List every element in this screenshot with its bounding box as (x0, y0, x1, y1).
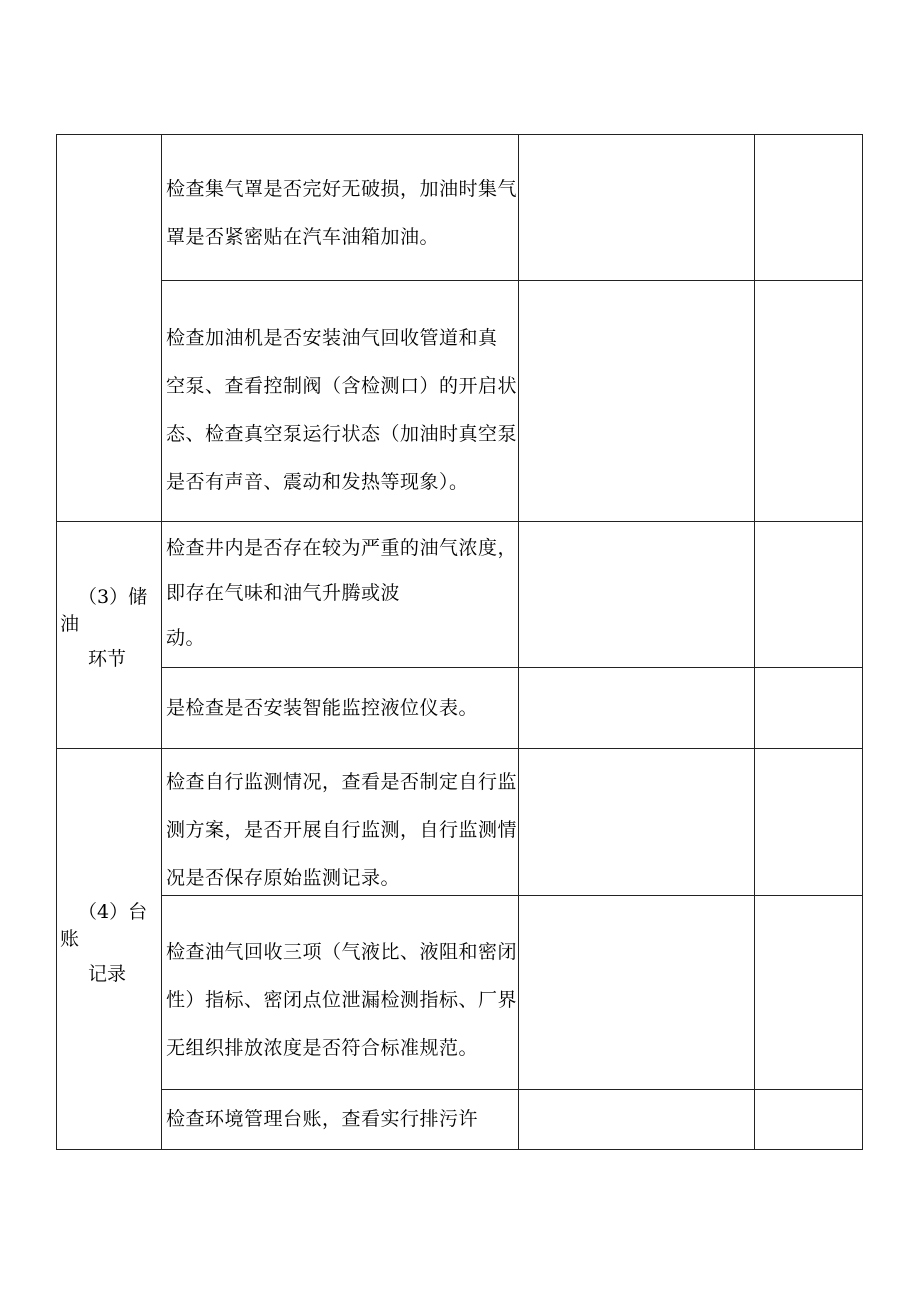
row-divider (161, 280, 863, 281)
inspection-table (56, 134, 863, 1150)
column-divider (754, 134, 755, 1150)
content-line: 即存在气味和油气升腾或波 (166, 582, 401, 604)
content-line: 检查集气罩是否完好无破损，加油时集气 (166, 178, 518, 200)
content-line: 是检查是否安装智能监控液位仪表。 (166, 697, 479, 719)
content-line: 无组织排放浓度是否符合标准规范。 (166, 1037, 479, 1059)
content-line: 检查自行监测情况，查看是否制定自行监 (166, 771, 518, 793)
check-item-three-indicators (166, 928, 517, 1072)
column-divider (161, 134, 162, 1150)
table-border-right (862, 134, 863, 1150)
check-item-environment-ledger (166, 1095, 478, 1143)
check-item-level-gauge (166, 684, 478, 732)
content-line: 态、检查真空泵运行状态（加油时真空泵 (166, 423, 518, 445)
category-line: （3）储 (78, 586, 148, 608)
content-line: 检查环境管理台账，查看实行排污许 (166, 1108, 479, 1130)
category-line: 账 (60, 928, 80, 950)
row-divider (56, 748, 863, 749)
check-item-well-vapor (166, 526, 517, 661)
content-line: 空泵、查看控制阀（含检测口）的开启状 (166, 375, 518, 397)
category-line: 环节 (88, 648, 127, 670)
row-divider (56, 521, 863, 522)
category-storage (56, 584, 161, 673)
content-line: 性）指标、密闭点位泄漏检测指标、厂界 (166, 989, 518, 1011)
row-divider (161, 1089, 863, 1090)
content-line: 检查井内是否存在较为严重的油气浓度， (166, 537, 518, 559)
content-line: 罩是否紧密贴在汽车油箱加油。 (166, 226, 440, 248)
check-item-collection-hood (166, 165, 517, 261)
check-item-recovery-pipe (166, 314, 517, 506)
content-line: 是否有声音、震动和发热等现象）。 (166, 471, 469, 493)
check-item-self-monitoring (166, 758, 517, 902)
category-line: 记录 (88, 963, 127, 985)
category-line: 油 (60, 613, 80, 635)
content-line: 测方案，是否开展自行监测，自行监测情 (166, 819, 518, 841)
table-border-bottom (56, 1149, 863, 1150)
content-line: 况是否保存原始监测记录。 (166, 867, 401, 889)
content-line: 动。 (166, 627, 206, 649)
table-border-top (56, 134, 863, 135)
content-line: 检查加油机是否安装油气回收管道和真 (166, 327, 498, 349)
category-line: （4）台 (78, 901, 148, 923)
column-divider (518, 134, 519, 1150)
category-ledger (56, 899, 161, 988)
row-divider (161, 667, 863, 668)
content-line: 检查油气回收三项（气液比、液阻和密闭 (166, 941, 518, 963)
